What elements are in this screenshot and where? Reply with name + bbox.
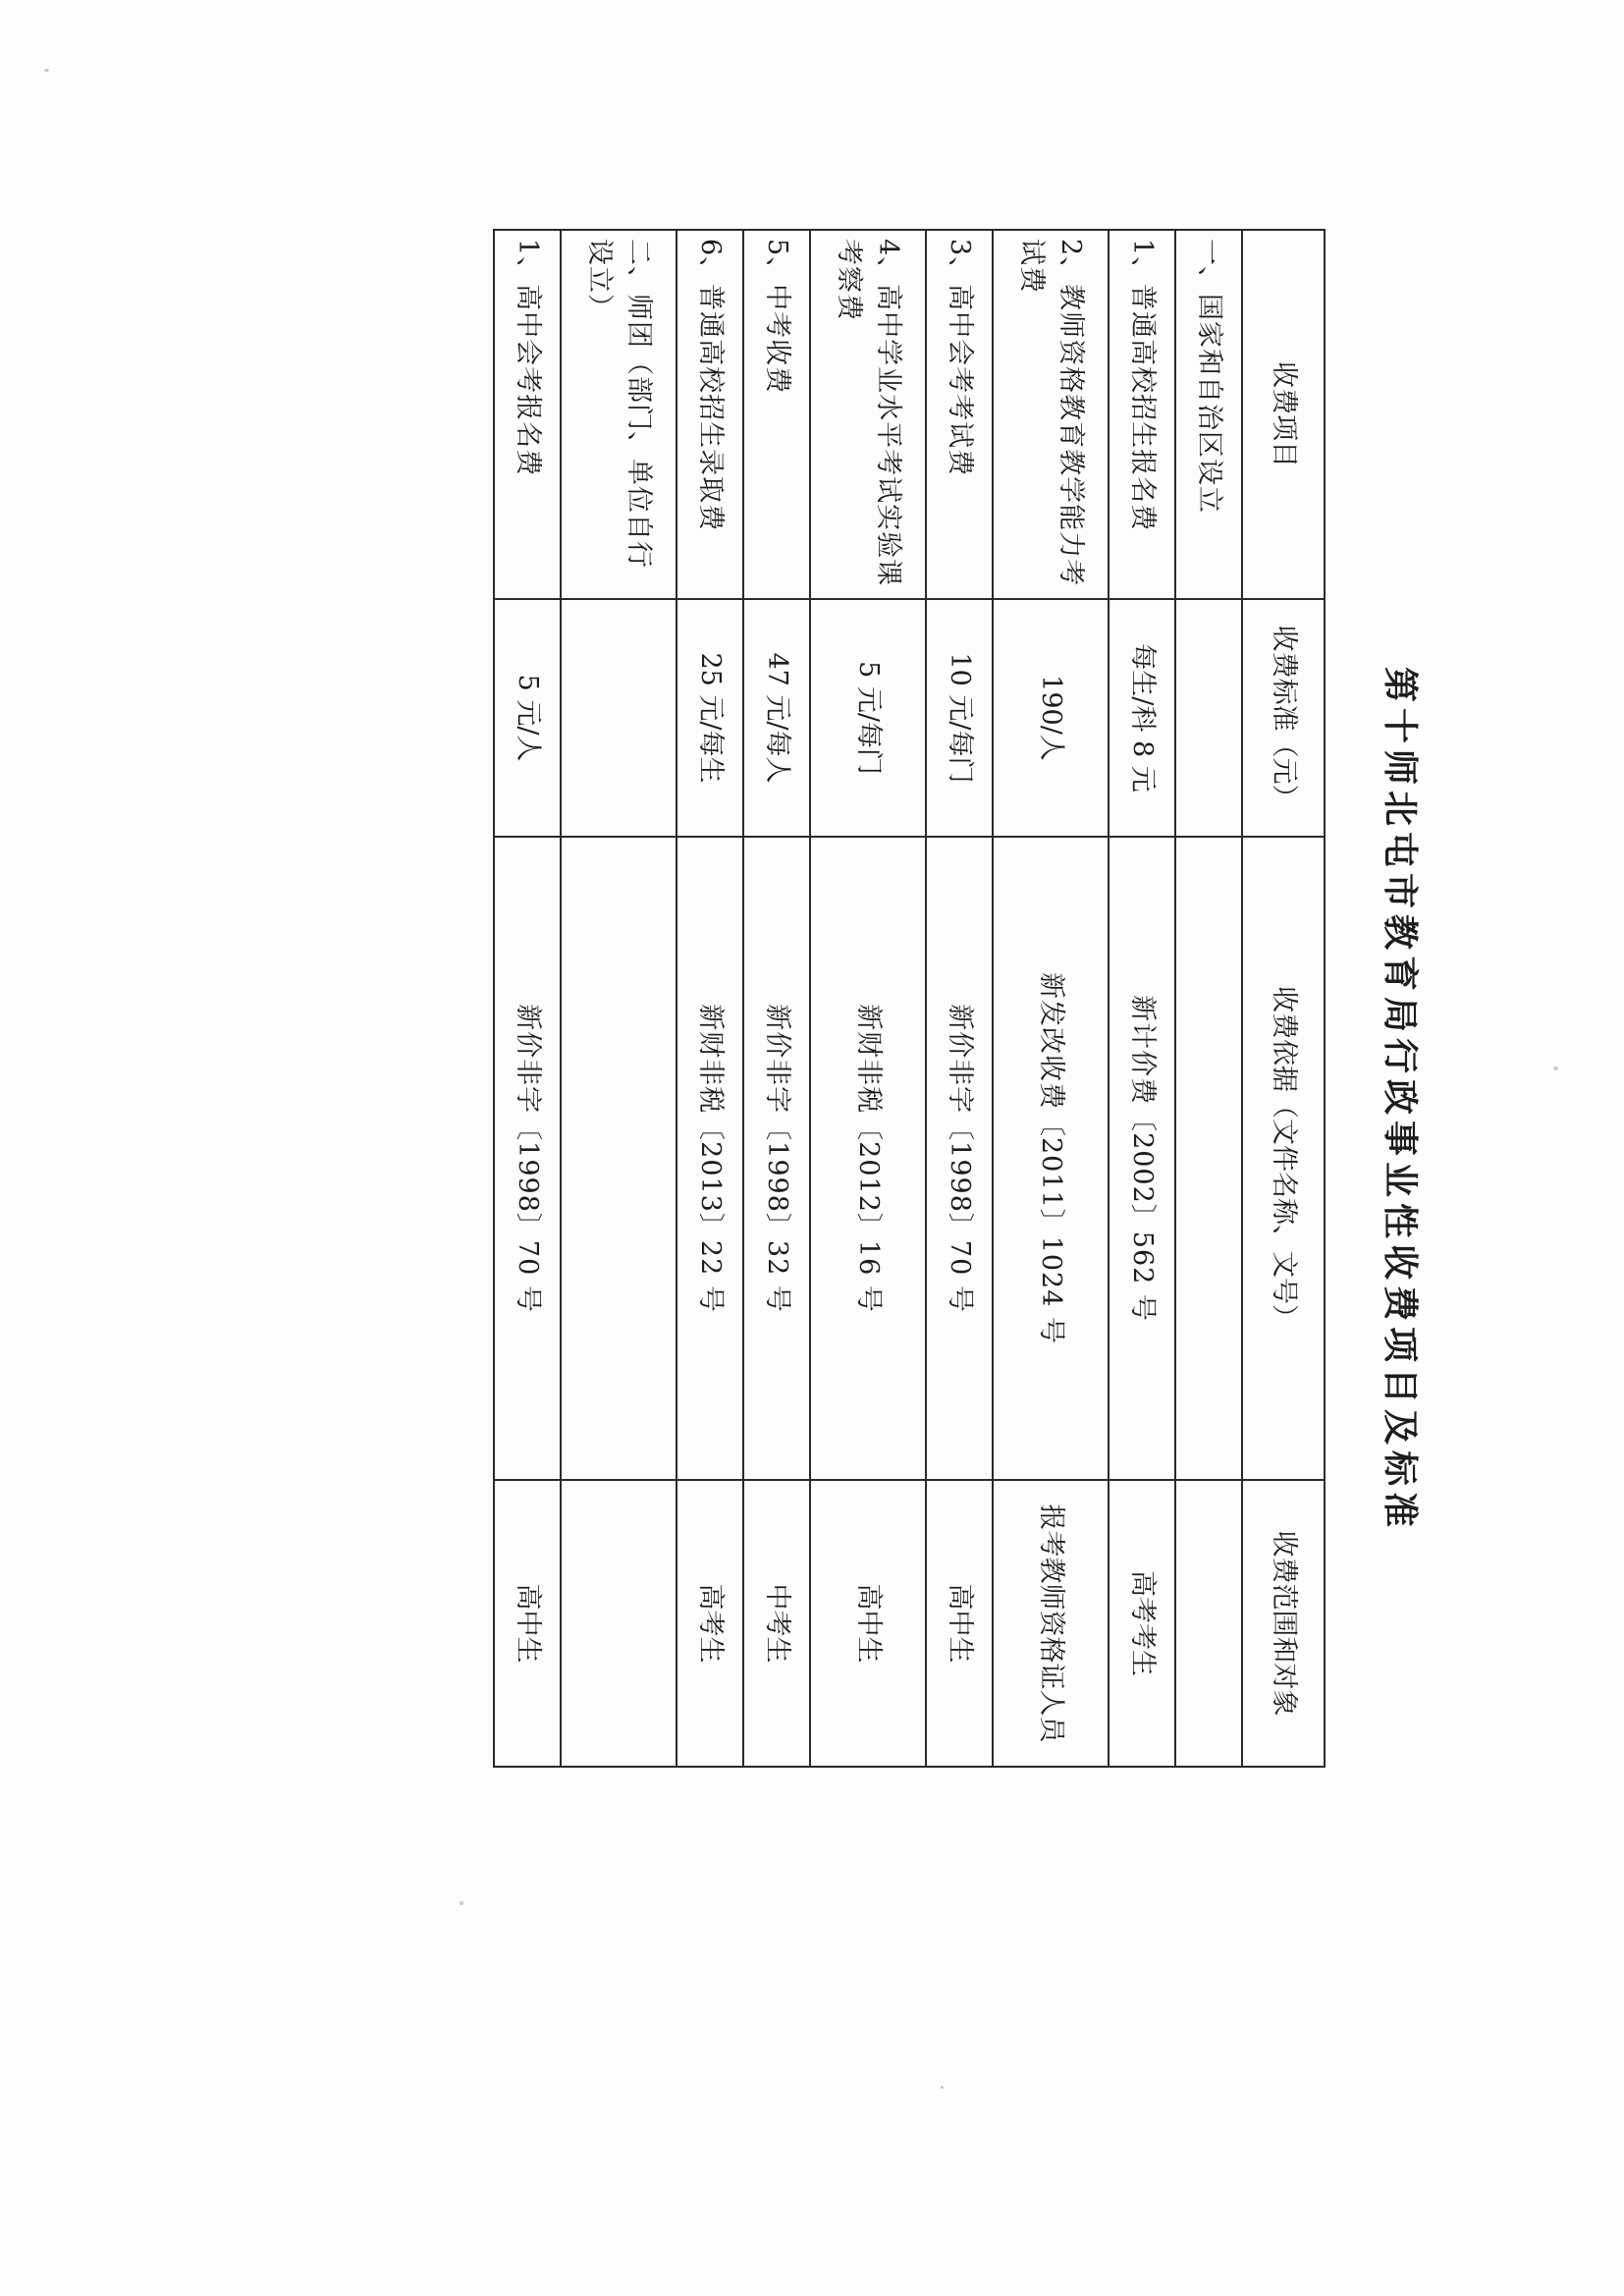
cell-scope: 高考考生	[1109, 1480, 1175, 1767]
cell-item: 5、中考收费	[743, 230, 810, 599]
cell-scope: 高中生	[494, 1480, 561, 1767]
cell-basis: 新财非税〔2012〕16 号	[810, 837, 926, 1480]
cell-basis: 新发改收费〔2011〕1024 号	[993, 837, 1109, 1480]
header-scope: 收费范围和对象	[1242, 1480, 1325, 1767]
cell-scope: 中考生	[743, 1480, 810, 1767]
header-standard: 收费标准（元）	[1242, 599, 1325, 837]
table-cell-empty	[1175, 837, 1242, 1480]
header-basis: 收费依据（文件名称、文号）	[1242, 837, 1325, 1480]
cell-scope: 报考教师资格证人员	[993, 1480, 1109, 1767]
cell-basis: 新价非字〔1998〕70 号	[926, 837, 993, 1480]
section-heading: 一、国家和自治区设立	[1175, 230, 1242, 599]
table-row	[926, 230, 993, 1767]
table-cell-empty	[561, 837, 677, 1480]
cell-standard: 每生/科 8 元	[1109, 599, 1175, 837]
cell-standard: 10 元/每门	[926, 599, 993, 837]
cell-standard: 5 元/每门	[810, 599, 926, 837]
cell-item: 1、普通高校招生报名费	[1109, 230, 1175, 599]
table-row	[810, 230, 926, 1767]
section-heading: 二、师团（部门、单位自行设立）	[561, 230, 677, 599]
table-row	[993, 230, 1109, 1767]
rotated-document	[0, 191, 1434, 2008]
table-cell-empty	[561, 599, 677, 837]
section-heading-row	[1175, 230, 1242, 1767]
cell-standard: 47 元/每人	[743, 599, 810, 837]
section-heading-row	[561, 230, 677, 1767]
table-header-row	[1242, 230, 1325, 1767]
scan-speck	[44, 69, 49, 72]
cell-basis: 新价非字〔1998〕32 号	[743, 837, 810, 1480]
cell-scope: 高中生	[810, 1480, 926, 1767]
cell-item: 1、高中会考报名费	[494, 230, 561, 599]
cell-basis: 新价非字〔1998〕70 号	[494, 837, 561, 1480]
document-title: 第十师北屯市教育局行政事业性收费项目及标准	[1380, 666, 1420, 1533]
cell-item: 6、普通高校招生录取费	[677, 230, 743, 599]
cell-scope: 高考生	[677, 1480, 743, 1767]
table-row	[494, 230, 561, 1767]
cell-standard: 5 元/人	[494, 599, 561, 837]
table-row	[677, 230, 743, 1767]
cell-item: 2、教师资格教育教学能力考试费	[993, 230, 1109, 599]
table-row	[1109, 230, 1175, 1767]
header-item: 收费项目	[1242, 230, 1325, 599]
table-cell-empty	[1175, 1480, 1242, 1767]
table-row	[743, 230, 810, 1767]
table-cell-empty	[561, 1480, 677, 1767]
cell-item: 4、高中学业水平考试实验课考察费	[810, 230, 926, 599]
scan-speck	[941, 2086, 944, 2089]
cell-basis: 新财非税〔2013〕22 号	[677, 837, 743, 1480]
cell-scope: 高中生	[926, 1480, 993, 1767]
cell-basis: 新计价费〔2002〕562 号	[1109, 837, 1175, 1480]
table-cell-empty	[1175, 599, 1242, 837]
cell-item: 3、高中会考考试费	[926, 230, 993, 599]
fee-table	[493, 229, 1326, 1768]
cell-standard: 25 元/每生	[677, 599, 743, 837]
scan-speck	[1553, 1066, 1558, 1070]
cell-standard: 190/人	[993, 599, 1109, 837]
